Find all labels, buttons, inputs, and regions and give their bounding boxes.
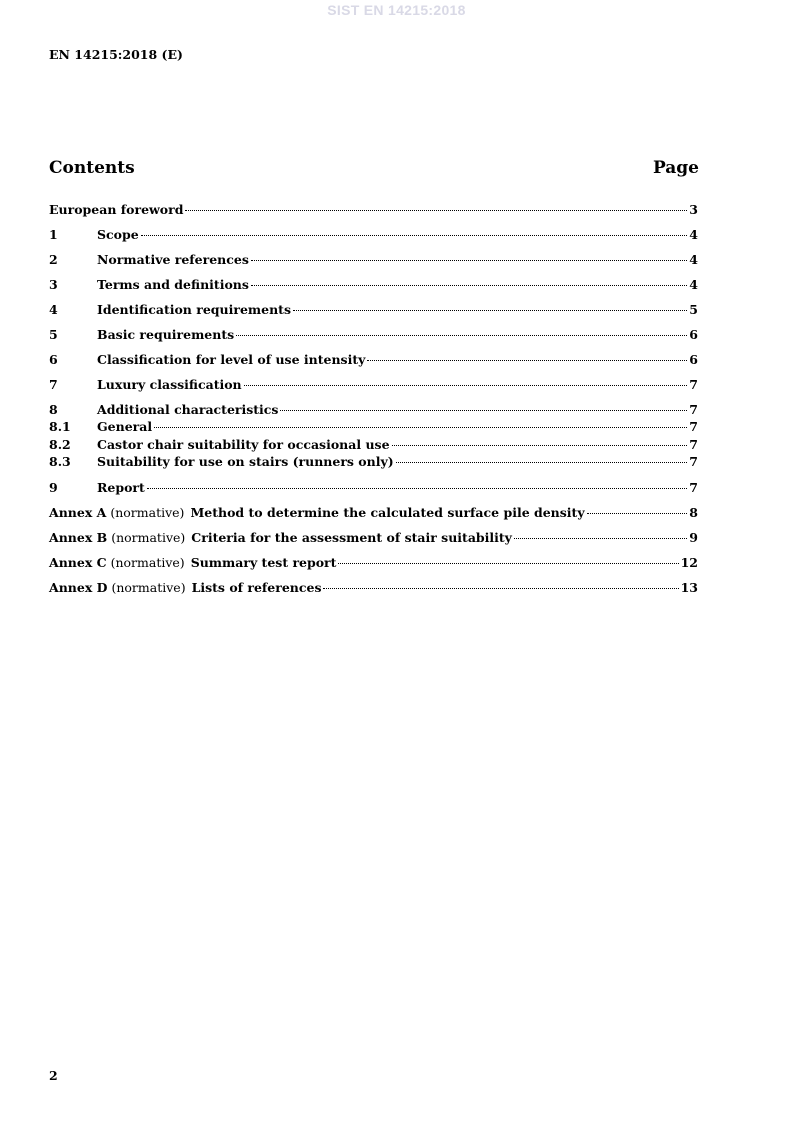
toc-entry-number: 4 bbox=[49, 302, 58, 317]
toc-entry-number: 8.3 bbox=[49, 454, 71, 469]
annex-label: Annex D bbox=[49, 580, 108, 595]
toc-entry-page: 7 bbox=[689, 402, 698, 417]
toc-annex-c[interactable] bbox=[49, 555, 698, 571]
toc-entry-number: 8.2 bbox=[49, 437, 71, 452]
annex-type: (normative) bbox=[110, 505, 185, 520]
toc-entry-title: Classification for level of use intensity bbox=[97, 352, 366, 367]
toc-entry-title: European foreword bbox=[49, 202, 184, 217]
document-id: EN 14215:2018 (E) bbox=[49, 47, 183, 62]
toc-entry-title: Additional characteristics bbox=[97, 402, 279, 417]
toc-entry-title: Suitability for use on stairs (runners only) bbox=[97, 454, 394, 469]
toc-entry-8-3[interactable] bbox=[49, 454, 698, 470]
toc-entry-page: 4 bbox=[689, 252, 698, 267]
toc-entry-foreword[interactable] bbox=[49, 202, 698, 218]
toc-entry-page: 12 bbox=[680, 555, 698, 570]
toc-entry-page: 7 bbox=[689, 454, 698, 469]
toc-entry-8-1[interactable] bbox=[49, 419, 698, 435]
toc-leader-dots bbox=[251, 259, 687, 261]
toc-annex-b[interactable] bbox=[49, 530, 698, 546]
annex-title: Lists of references bbox=[191, 580, 322, 595]
annex-label: Annex C bbox=[49, 555, 107, 570]
toc-entry-page: 5 bbox=[689, 302, 698, 317]
toc-entry-title: Scope bbox=[97, 227, 139, 242]
annex-type: (normative) bbox=[111, 530, 186, 545]
toc-entry-title: General bbox=[97, 419, 153, 434]
toc-entry-title: Basic requirements bbox=[97, 327, 235, 342]
page-number: 2 bbox=[49, 1068, 58, 1083]
page-column-title: Page bbox=[652, 158, 699, 178]
toc-leader-dots bbox=[396, 461, 688, 463]
annex-type: (normative) bbox=[110, 555, 185, 570]
annex-type: (normative) bbox=[111, 580, 186, 595]
toc-entry-5[interactable] bbox=[49, 327, 698, 343]
toc-leader-dots bbox=[587, 512, 688, 514]
toc-entry-9[interactable] bbox=[49, 480, 698, 496]
toc-annex-d[interactable] bbox=[49, 580, 698, 596]
toc-leader-dots bbox=[251, 284, 687, 286]
annex-title: Criteria for the assessment of stair suitability bbox=[191, 530, 512, 545]
watermark: SIST EN 14215:2018 bbox=[327, 2, 466, 18]
annex-label: Annex B bbox=[49, 530, 108, 545]
toc-entry-page: 7 bbox=[689, 437, 698, 452]
toc-entry-2[interactable] bbox=[49, 252, 698, 268]
toc-entry-6[interactable] bbox=[49, 352, 698, 368]
toc-entry-page: 7 bbox=[689, 377, 698, 392]
toc-entry-page: 9 bbox=[689, 530, 698, 545]
toc-leader-dots bbox=[338, 562, 678, 564]
toc-entry-title: Identification requirements bbox=[97, 302, 291, 317]
annex-label: Annex A bbox=[49, 505, 107, 520]
toc-leader-dots bbox=[154, 426, 687, 428]
toc-entry-page: 6 bbox=[689, 327, 698, 342]
toc-entry-page: 3 bbox=[689, 202, 698, 217]
toc-leader-dots bbox=[293, 309, 687, 311]
toc-entry-number: 5 bbox=[49, 327, 58, 342]
toc-entry-1[interactable] bbox=[49, 227, 698, 243]
toc-leader-dots bbox=[147, 487, 688, 489]
toc-leader-dots bbox=[185, 209, 687, 211]
toc-leader-dots bbox=[280, 409, 687, 411]
toc-leader-dots bbox=[392, 444, 688, 446]
toc-entry-8-2[interactable] bbox=[49, 437, 698, 453]
toc-entry-number: 8.1 bbox=[49, 419, 71, 434]
toc-entry-page: 6 bbox=[689, 352, 698, 367]
toc-entry-3[interactable] bbox=[49, 277, 698, 293]
toc-entry-number: 9 bbox=[49, 480, 58, 495]
annex-title: Method to determine the calculated surface pile density bbox=[190, 505, 585, 520]
toc-entry-title: Terms and definitions bbox=[97, 277, 249, 292]
toc-entry-4[interactable] bbox=[49, 302, 698, 318]
toc-entry-page: 4 bbox=[689, 227, 698, 242]
toc-leader-dots bbox=[323, 587, 678, 589]
toc-entry-title: Castor chair suitability for occasional use bbox=[97, 437, 390, 452]
toc-entry-page: 7 bbox=[689, 419, 698, 434]
toc-entry-page: 13 bbox=[680, 580, 698, 595]
contents-header bbox=[49, 158, 699, 182]
toc-entry-title: Normative references bbox=[97, 252, 249, 267]
toc-leader-dots bbox=[236, 334, 687, 336]
toc-leader-dots bbox=[514, 537, 687, 539]
toc-entry-page: 8 bbox=[689, 505, 698, 520]
toc-entry-7[interactable] bbox=[49, 377, 698, 393]
toc-entry-number: 6 bbox=[49, 352, 58, 367]
toc-entry-number: 3 bbox=[49, 277, 58, 292]
toc-leader-dots bbox=[367, 359, 687, 361]
toc-entry-number: 8 bbox=[49, 402, 58, 417]
toc-entry-number: 7 bbox=[49, 377, 58, 392]
toc-entry-page: 7 bbox=[689, 480, 698, 495]
toc-entry-title: Luxury classification bbox=[97, 377, 242, 392]
toc-entry-page: 4 bbox=[689, 277, 698, 292]
toc-entry-8[interactable] bbox=[49, 402, 698, 418]
toc-entry-title: Report bbox=[97, 480, 145, 495]
contents-title: Contents bbox=[49, 158, 135, 178]
annex-title: Summary test report bbox=[190, 555, 337, 570]
toc-leader-dots bbox=[244, 384, 688, 386]
toc-entry-number: 2 bbox=[49, 252, 58, 267]
toc-entry-number: 1 bbox=[49, 227, 58, 242]
toc-annex-a[interactable] bbox=[49, 505, 698, 521]
toc-leader-dots bbox=[141, 234, 688, 236]
